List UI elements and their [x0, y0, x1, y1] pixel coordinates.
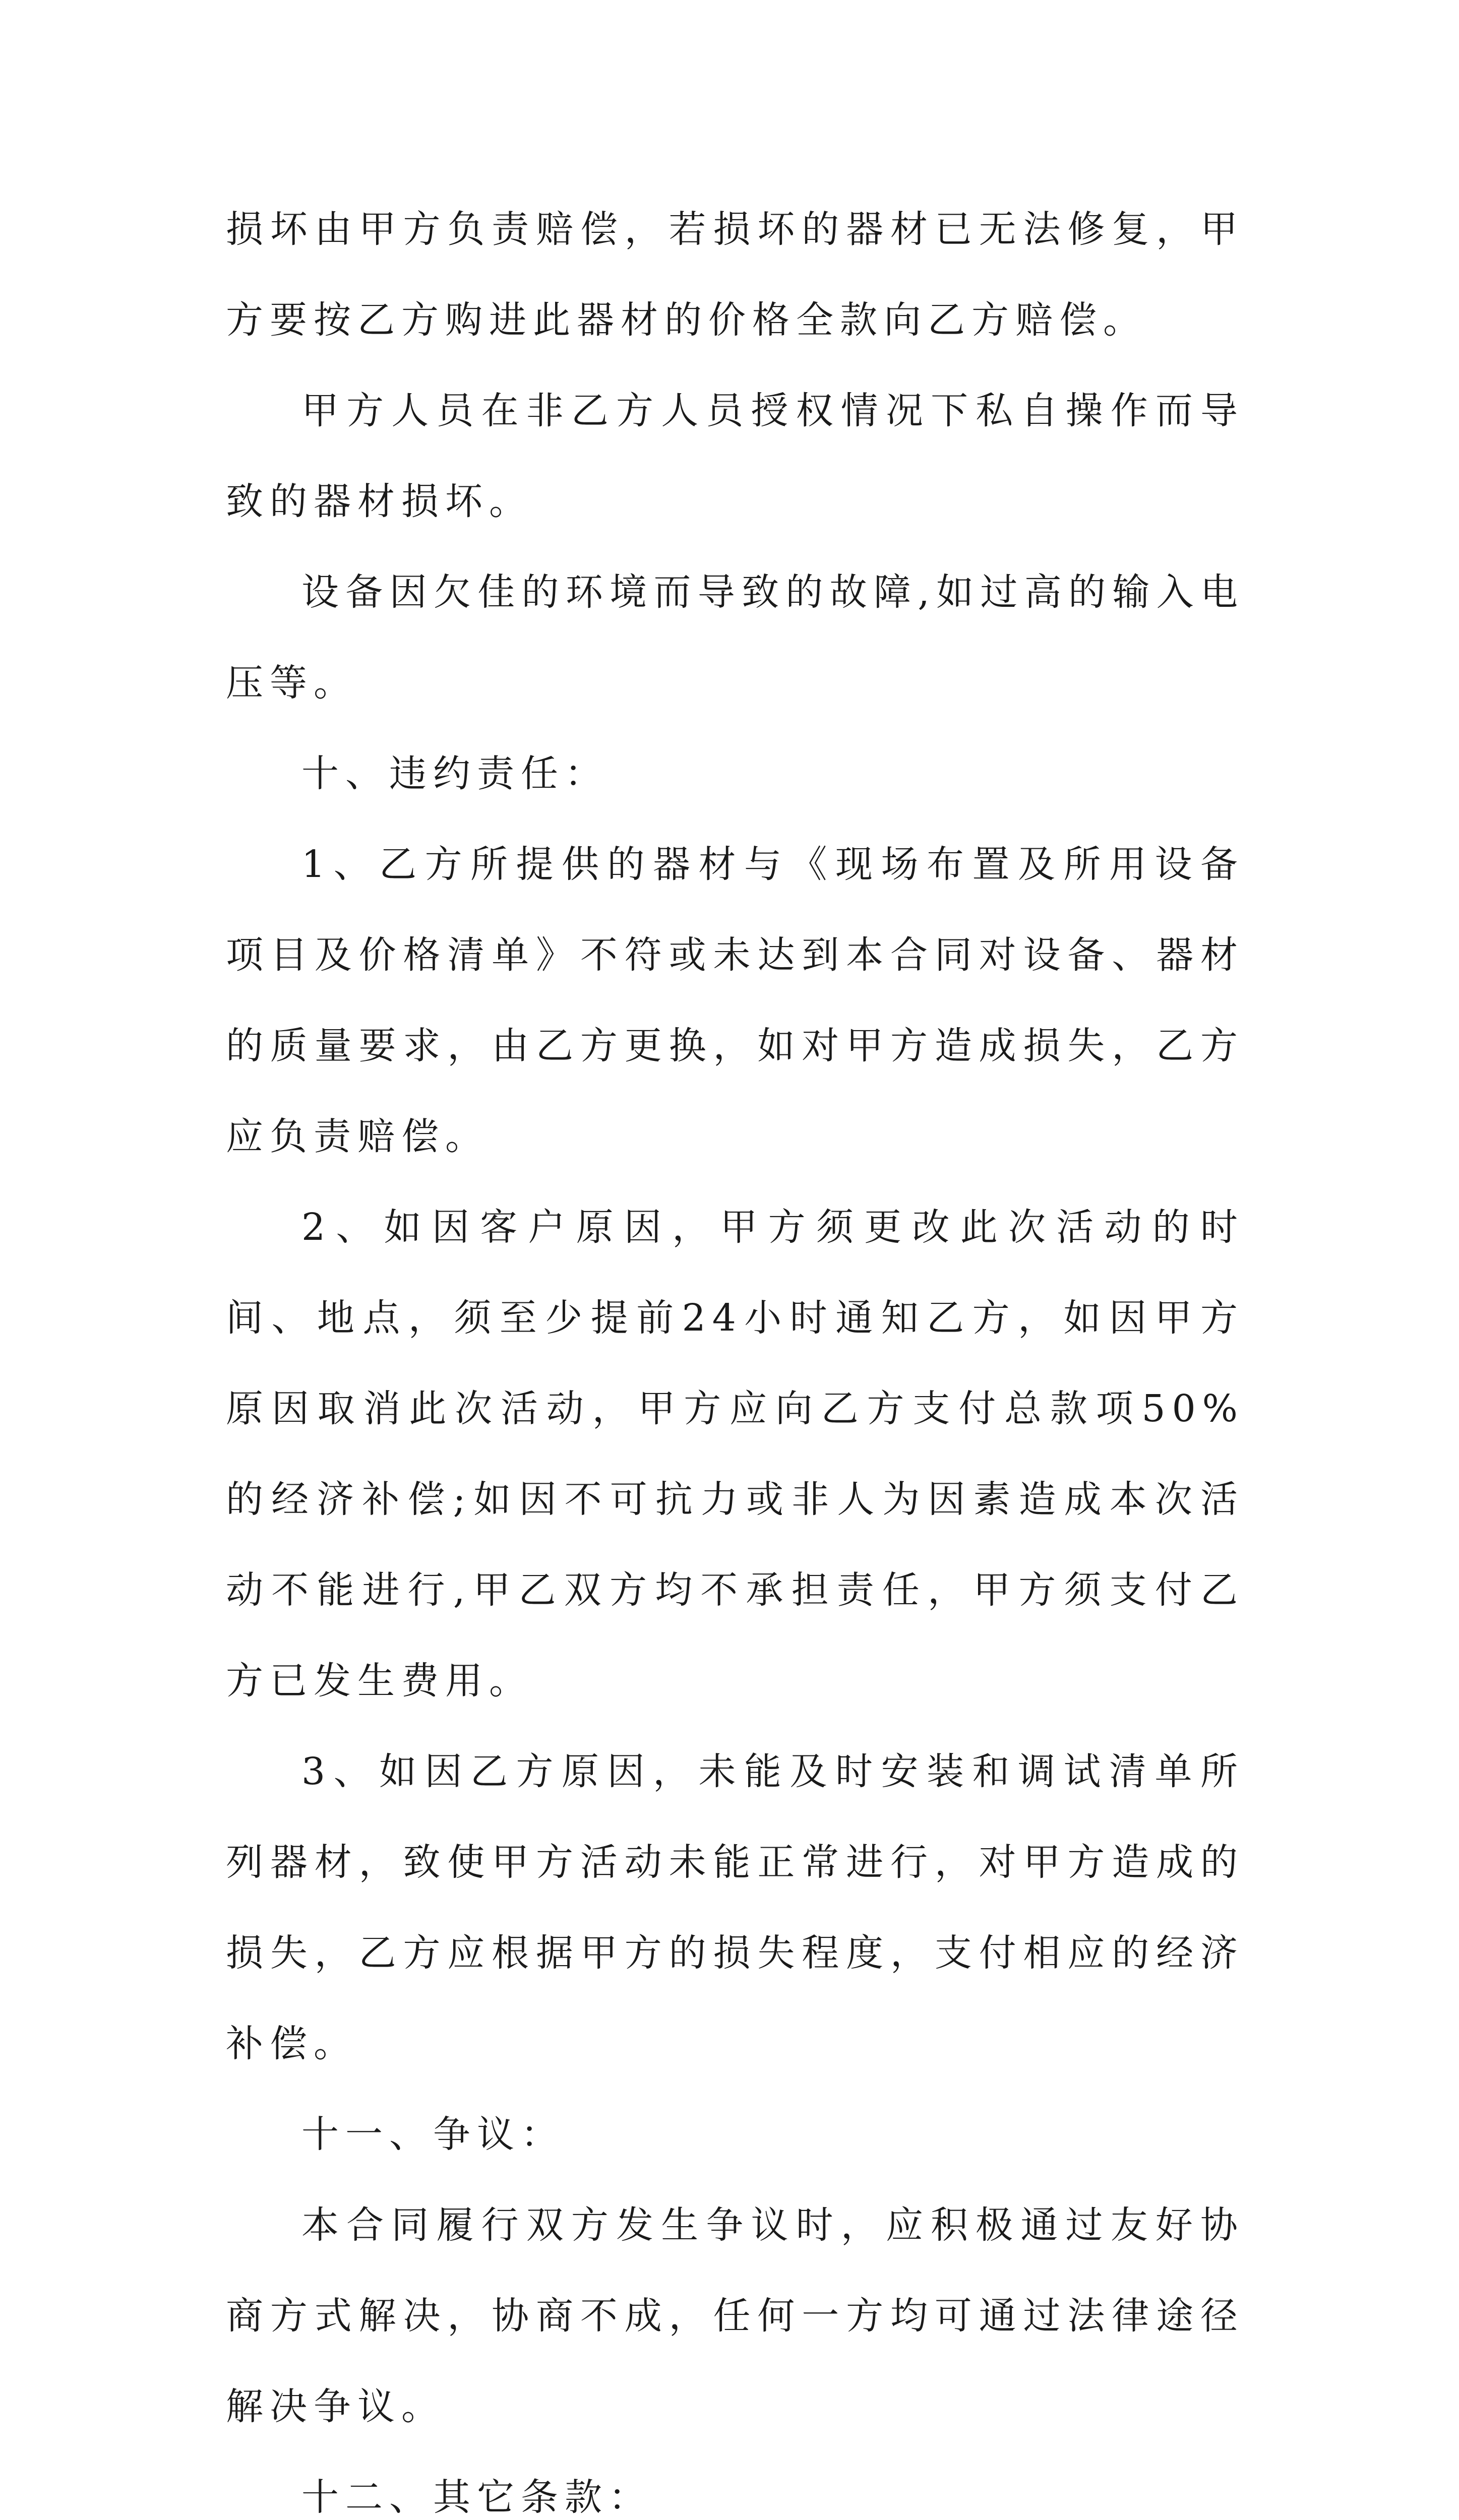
clause-breach-3: 3、如因乙方原因，未能及时安装和调试清单所列器材，致使甲方活动未能正常进行，对甲方造成的损失，乙方应根据甲方的损失程度，支付相应的经济补偿。 — [226, 1750, 1244, 2065]
section-heading-other-terms: 十二、其它条款： — [301, 2476, 652, 2519]
section-heading-dispute: 十一、争议： — [301, 2113, 565, 2156]
clause-breach-1: 1、乙方所提供的器材与《现场布置及所用设备项目及价格清单》不符或未达到本合同对设备、器材的质量要求，由乙方更换，如对甲方造成损失，乙方应负责赔偿。 — [226, 843, 1244, 1158]
document-body — [226, 184, 1244, 2520]
clause-breach-2: 2、如因客户原因，甲方须更改此次活动的时间、地点，须至少提前24小时通知乙方，如因甲方原因取消此次活动，甲方应向乙方支付总款项50%的经济补偿;如因不可抗力或非人为因素造成本次活动不能进行,甲乙双方均不承担责任，甲方须支付乙方已发生费用。 — [226, 1206, 1244, 1703]
paragraph-damage-compensation: 损坏由甲方负责赔偿，若损坏的器材已无法修复，甲方要按乙方购进此器材的价格全款向乙方赔偿。 — [226, 208, 1244, 342]
clause-dispute: 本合同履行双方发生争议时，应积极通过友好协商方式解决，协商不成，任何一方均可通过法律途径解决争议。 — [226, 2203, 1244, 2428]
section-heading-breach: 十、违约责任： — [301, 752, 609, 795]
paragraph-environment-fault: 设备因欠佳的环境而导致的故障,如过高的输入电压等。 — [226, 571, 1244, 705]
paragraph-unauthorized-operation: 甲方人员在非乙方人员授权情况下私自操作而导致的器材损坏。 — [226, 389, 1244, 523]
